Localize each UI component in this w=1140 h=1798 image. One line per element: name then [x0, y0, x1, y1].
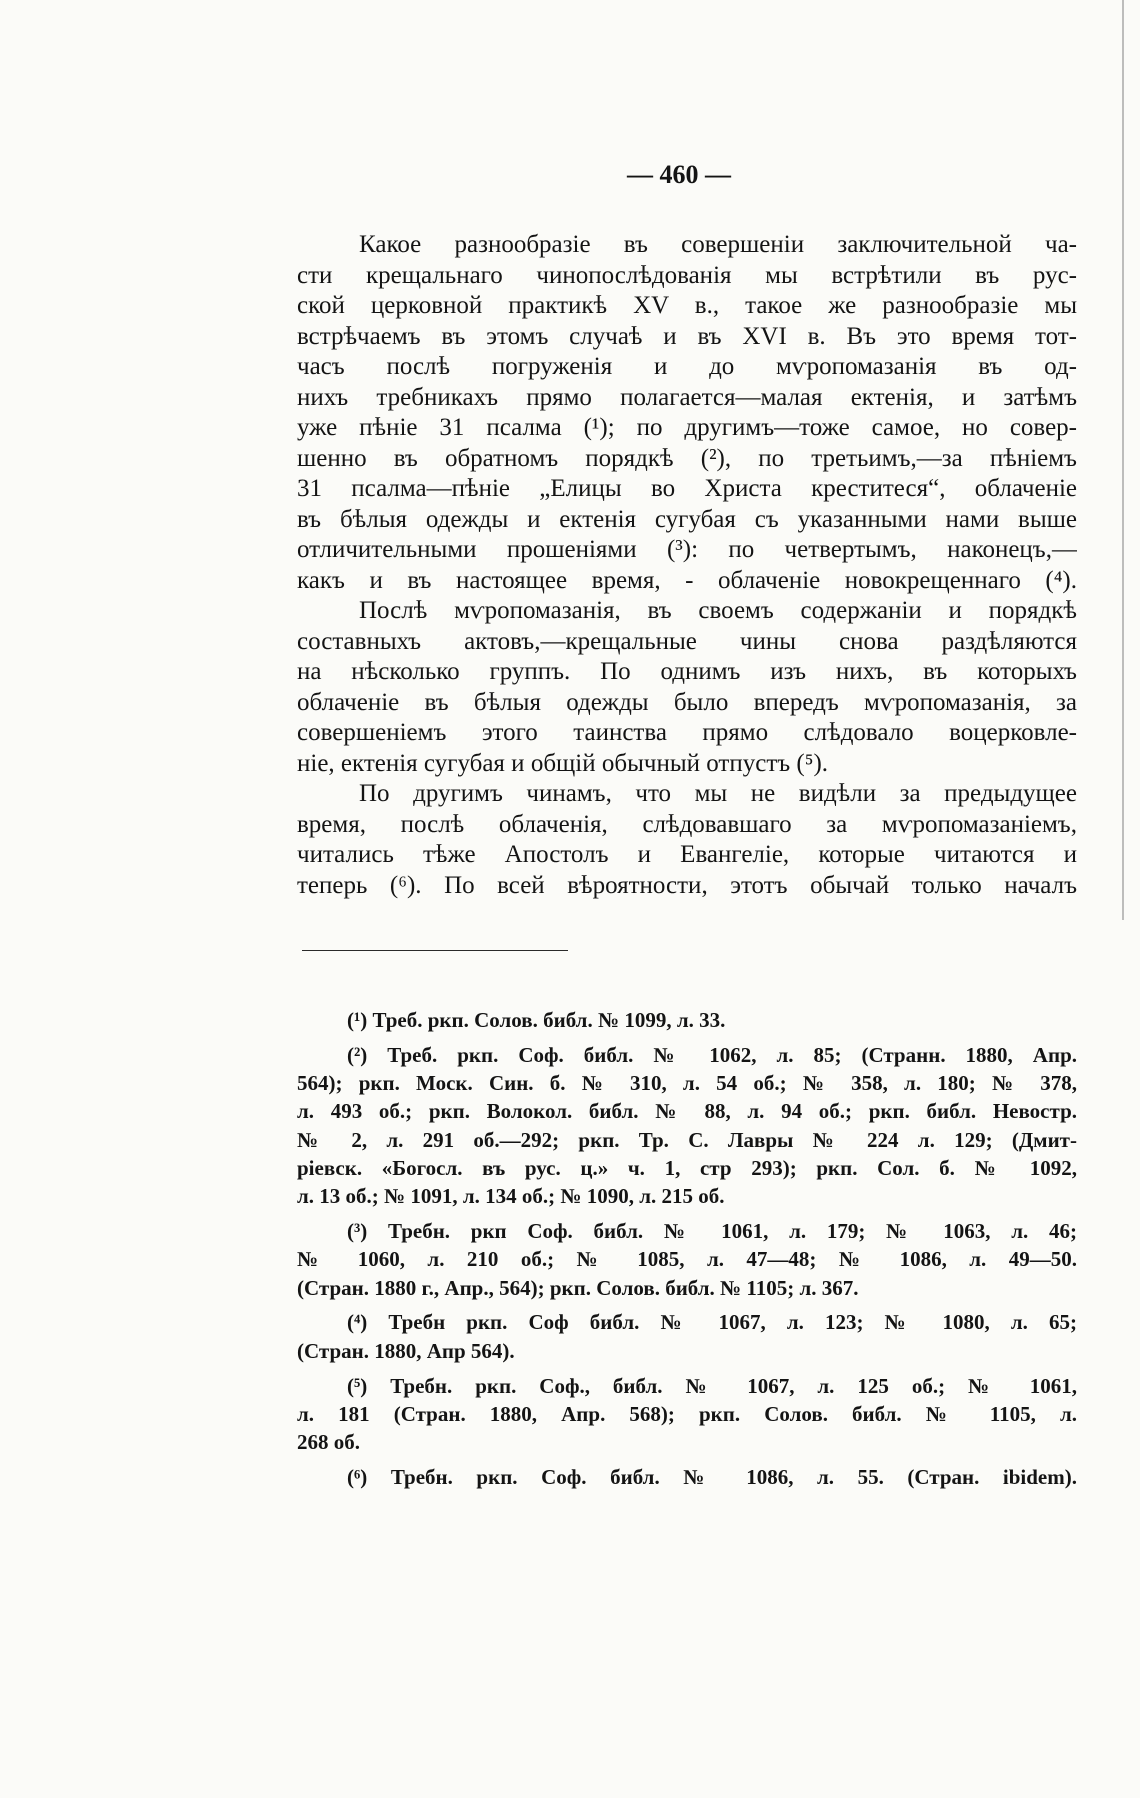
- body-line: ской церковной практикѣ XV в., такое же разнообразіе мы: [297, 292, 1077, 319]
- body-line: По другимъ чинамъ, что мы не видѣли за предыдущее: [359, 780, 1077, 807]
- footnotes: [297, 1006, 1077, 1491]
- footnote-3: [297, 1217, 1077, 1302]
- footnote-separator-rule: [302, 950, 568, 951]
- body-line: отличительными прошеніями (³): по четвертымъ, наконецъ,—: [297, 536, 1077, 563]
- body-paragraph-3: [297, 779, 1077, 901]
- body-line: въ бѣлыя одежды и ектенія сугубая съ указанными нами выше: [297, 505, 1077, 533]
- body-line: облаченіе въ бѣлыя одежды было впередъ мѵропомазанія, за: [297, 688, 1077, 716]
- footnote-line: 268 об.: [297, 1430, 360, 1455]
- body-line: сти крещальнаго чинопослѣдованія мы встрѣтили въ рус-: [297, 261, 1077, 289]
- footnote-line: ріевск. «Богосл. въ рус. ц.» ч. 1, стр 293); ркп. Сол. б. № 1092,: [297, 1155, 1077, 1180]
- page-number: — 460 —: [627, 160, 731, 189]
- body-line: Какое разнообразіе въ совершеніи заключительной ча-: [359, 231, 1077, 258]
- footnote-line: л. 181 (Стран. 1880, Апр. 568); ркп. Солов. библ. № 1105, л.: [297, 1401, 1077, 1426]
- footnote-1: [297, 1006, 1077, 1034]
- footnote-line: 564); ркп. Моск. Син. б. № 310, л. 54 об.; № 358, л. 180; № 378,: [297, 1071, 1077, 1096]
- footnote-line: (⁴) Требн ркп. Соф библ. № 1067, л. 123; № 1080, л. 65;: [347, 1310, 1077, 1335]
- footnote-line: (Стран. 1880, Апр 564).: [297, 1338, 515, 1363]
- body-line: какъ и въ настоящее время, - облаченіе новокрещеннаго (⁴).: [297, 566, 1077, 594]
- body-line: на нѣсколько группъ. По однимъ изъ нихъ, въ которыхъ: [297, 658, 1077, 685]
- footnote-line: (Стран. 1880 г., Апр., 564); ркп. Солов. библ. № 1105; л. 367.: [297, 1275, 859, 1300]
- footnote-line: № 2, л. 291 об.—292; ркп. Тр. С. Лавры № 224 л. 129; (Дмит-: [297, 1127, 1077, 1152]
- body-line: читались тѣже Апостолъ и Евангеліе, которые читаются и: [297, 841, 1077, 868]
- body-line: встрѣчаемъ въ этомъ случаѣ и въ XVI в. Въ это время тот-: [297, 322, 1077, 350]
- footnote-6: [297, 1463, 1077, 1491]
- footnote-5: [297, 1372, 1077, 1457]
- footnote-line: № 1060, л. 210 об.; № 1085, л. 47—48; № 1086, л. 49—50.: [297, 1247, 1077, 1272]
- footnote-line: (¹) Треб. ркп. Солов. библ. № 1099, л. 33.: [347, 1008, 726, 1032]
- footnote-line: л. 493 об.; ркп. Волокол. библ. № 88, л. 94 об.; ркп. библ. Невостр.: [297, 1099, 1077, 1124]
- footnote-line: (³) Требн. ркп Соф. библ. № 1061, л. 179; № 1063, л. 46;: [347, 1219, 1077, 1244]
- footnote-line: (⁶) Требн. ркп. Соф. библ. № 1086, л. 55. (Стран. ibidem).: [347, 1464, 1077, 1489]
- body-line: составныхъ актовъ,—крещальные чины снова раздѣляются: [297, 627, 1077, 655]
- scan-edge-line: [1122, 0, 1124, 920]
- body-line: время, послѣ облаченія, слѣдовавшаго за мѵропомазаніемъ,: [297, 810, 1077, 838]
- body-paragraph-2: [297, 596, 1077, 779]
- body-line: теперь (⁶). По всей вѣроятности, этотъ обычай только началъ: [297, 871, 1077, 899]
- footnote-line: (⁵) Требн. ркп. Соф., библ. № 1067, л. 125 об.; № 1061,: [347, 1373, 1077, 1398]
- body-line: нихъ требникахъ прямо полагается—малая ектенія, и затѣмъ: [297, 383, 1077, 411]
- body-line: Послѣ мѵропомазанія, въ своемъ содержаніи и порядкѣ: [359, 597, 1077, 624]
- footnote-4: [297, 1308, 1077, 1365]
- body-line: совершеніемъ этого таинства прямо слѣдовало воцерковле-: [297, 719, 1077, 746]
- footnote-2: [297, 1041, 1077, 1211]
- body-line: уже пѣніе 31 псалма (¹); по другимъ—тоже самое, но совер-: [297, 414, 1077, 441]
- body-line: часъ послѣ погруженія и до мѵропомазанія въ од-: [297, 353, 1077, 380]
- body-line: 31 псалма—пѣніе „Елицы во Христа креститеся“, облаченіе: [297, 475, 1077, 502]
- footnote-line: (²) Треб. ркп. Соф. библ. № 1062, л. 85; (Странн. 1880, Апр.: [347, 1042, 1077, 1067]
- body-line: ніе, ектенія сугубая и общій обычный отпустъ (⁵).: [297, 749, 829, 777]
- body-line: шенно въ обратномъ порядкѣ (²), по третьимъ,—за пѣніемъ: [297, 444, 1077, 472]
- body-paragraph-1: [297, 230, 1077, 596]
- footnote-line: л. 13 об.; № 1091, л. 134 об.; № 1090, л. 215 об.: [297, 1184, 725, 1209]
- main-text: [297, 230, 1077, 901]
